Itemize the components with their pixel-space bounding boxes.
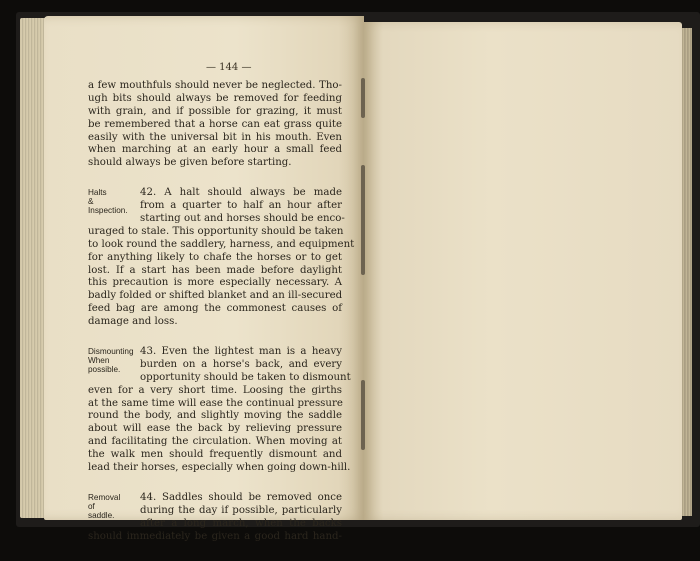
text-line: be remembered that a horse can eat grass quite <box>88 118 342 130</box>
text-line: and facilitating the circulation. When moving at <box>88 436 342 448</box>
text-line: when marching at an early hour a small feed <box>88 144 342 156</box>
text-line: round the body, and slightly moving the saddle <box>88 410 342 422</box>
section-42-halts <box>88 187 355 329</box>
section-43-dismounting <box>88 346 351 475</box>
text-line: feed bag are among the commonest causes of <box>88 303 342 315</box>
binding-stitch <box>361 165 365 275</box>
text-line: easily with the universal bit in his mouth. Even <box>88 131 342 143</box>
page-edges-right <box>682 28 692 516</box>
paragraph-intro <box>88 80 342 170</box>
text-line: damage and loss. <box>88 316 178 328</box>
text-line: ugh bits should always be removed for feeding <box>88 92 342 104</box>
text-line: 43. Even the lightest man is a heavy <box>140 346 342 358</box>
text-line: badly folded or shifted blanket and an ill-secured <box>88 290 343 302</box>
text-line: 44. Saddles should be removed once <box>140 491 342 503</box>
section-44-removal-of-saddle <box>88 492 342 544</box>
text-line: during the day if possible, particularly <box>140 504 342 516</box>
text-line: uraged to stale. This opportunity should be taken <box>88 225 344 237</box>
text-line: a few mouthfuls should never be neglected. Tho- <box>88 80 342 91</box>
text-line: to look round the saddlery, harness, and equipment <box>88 238 355 250</box>
margin-note: Halts & Inspection. <box>88 188 128 216</box>
page-text <box>88 80 355 561</box>
text-line: at the same time will ease the continual pressure <box>88 397 343 409</box>
text-line: starting out and horses should be enco- <box>140 213 345 225</box>
text-line: for anything likely to chafe the horses or to get <box>88 251 342 263</box>
text-line: about will ease the back by relieving pressure <box>88 423 342 435</box>
margin-note: Dismounting When possible. <box>88 347 134 375</box>
binding-stitch <box>361 380 365 450</box>
text-line: from a quarter to half an hour after <box>140 200 342 212</box>
text-line: should immediately be given a good hard hand- <box>88 530 342 542</box>
text-line: this precaution is more especially necessary. A <box>88 277 342 289</box>
text-line: burden on a horse's back, and every <box>140 358 342 370</box>
margin-note: Removal of saddle. <box>88 492 121 520</box>
text-line: 42. A halt should always be made <box>140 187 342 199</box>
text-line: lost. If a start has been made before daylight <box>88 264 342 276</box>
page-number: — 144 — <box>206 62 252 73</box>
text-line: after a long march, when the backs <box>140 517 342 529</box>
right-page <box>364 22 682 520</box>
text-line: with grain, and if possible for grazing, it must <box>88 105 342 117</box>
text-line: lead their horses, especially when going down-hill. <box>88 462 351 474</box>
binding-stitch <box>361 78 365 118</box>
text-line: should always be given before starting. <box>88 157 292 169</box>
text-line: opportunity should be taken to dismount <box>140 371 351 383</box>
text-line: the walk men should frequently dismount and <box>88 449 342 461</box>
text-line: even for a very short time. Loosing the girths <box>88 384 342 396</box>
